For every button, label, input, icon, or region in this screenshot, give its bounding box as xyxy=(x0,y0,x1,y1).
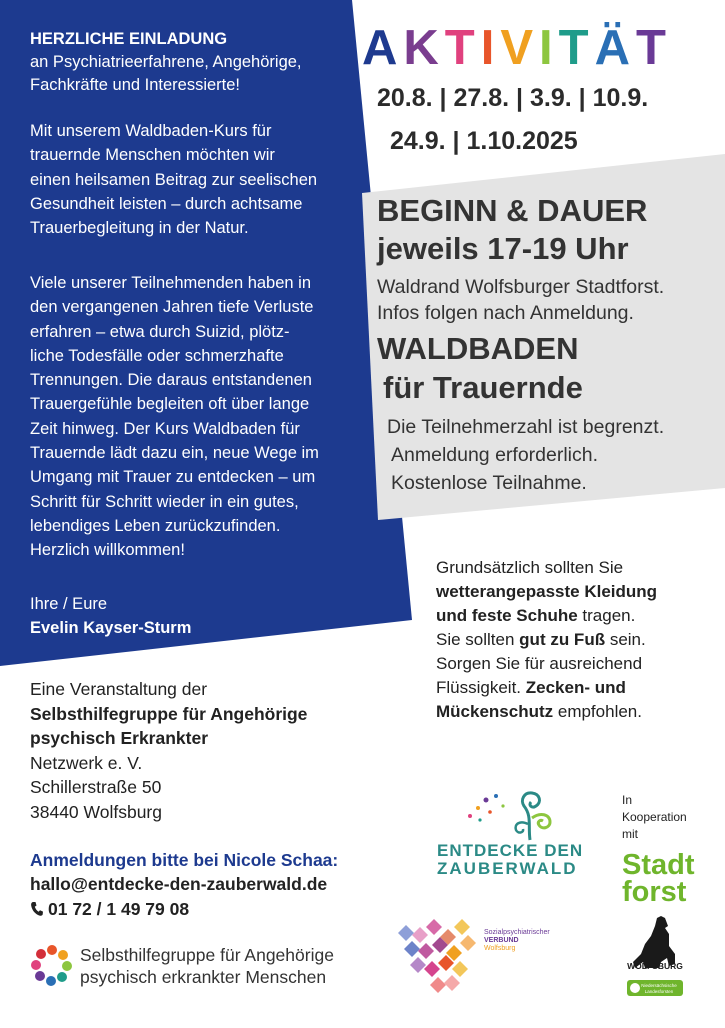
advice-bold: und feste Schuhe xyxy=(436,606,578,625)
title-letter: A xyxy=(362,21,404,75)
cooperation-line: In xyxy=(622,793,633,807)
paragraph-line: Mit unserem Waldbaden-Kurs für xyxy=(30,122,272,140)
free-participation-note: Kostenlose Teilnahme. xyxy=(391,472,587,494)
time-heading: jeweils 17-19 Uhr xyxy=(377,231,629,266)
phone-number: 01 72 / 1 49 79 08 xyxy=(48,899,190,919)
svb-line: VERBUND xyxy=(484,937,519,944)
advice-bold: gut zu Fuß xyxy=(519,630,606,649)
cooperation-label xyxy=(622,792,687,843)
invitation-audience xyxy=(30,51,360,97)
title-letter: I xyxy=(480,21,501,75)
title-letter: Ä xyxy=(594,21,636,75)
advice-text: Sie sollten xyxy=(436,630,520,649)
paragraph-line: Trauerbegleitung in der Natur. xyxy=(30,219,249,238)
paragraph-line: Zeit hinweg. Der Kurs Waldbaden für xyxy=(30,419,300,438)
stadtforst-line: forst xyxy=(622,876,687,908)
logo-dot xyxy=(62,961,72,971)
advice-text: Flüssigkeit. xyxy=(436,678,526,697)
registration-heading: Anmeldungen bitte bei Nicole Schaa: xyxy=(30,850,339,870)
paragraph-line: lebendiges Leben zurückzufinden. xyxy=(30,516,281,535)
equipment-advice xyxy=(436,556,716,724)
stadtforst-logo xyxy=(622,849,695,908)
title-letter: T xyxy=(444,21,481,75)
phone-icon xyxy=(30,901,44,917)
audience-line: Fachkräfte und Interessierte! xyxy=(30,76,241,94)
cooperation-line: Kooperation xyxy=(622,810,687,824)
selbsthilfegruppe-logo xyxy=(31,944,73,986)
organizer-name: Netzwerk e. V. xyxy=(30,752,143,773)
logo-dot xyxy=(46,976,56,986)
organizer-city: 38440 Wolfsburg xyxy=(30,801,162,822)
paragraph-line: Trauernde lädt dazu ein, neue Wege im xyxy=(30,444,319,463)
advice-text: empfohlen. xyxy=(553,702,642,721)
organizer-block xyxy=(30,677,307,824)
zauberwald-line: ZAUBERWALD xyxy=(437,859,578,878)
landesforsten-text: Niedersächsische xyxy=(641,983,677,988)
event-target-heading: für Trauernde xyxy=(383,370,583,405)
advice-bold: Zecken- und xyxy=(525,678,626,697)
logo-dot xyxy=(35,971,45,981)
paragraph-line: einen heilsamen Beitrag zur seelischen xyxy=(30,170,318,189)
svb-logo-text xyxy=(484,929,550,953)
advice-line: Sorgen Sie für ausreichend xyxy=(436,654,643,673)
invitation-heading: HERZLICHE EINLADUNG xyxy=(30,30,228,48)
wolfsburg-label: WOLFSBURG xyxy=(627,961,683,971)
advice-line: Grundsätzlich sollten Sie xyxy=(436,558,624,577)
cooperation-line: mit xyxy=(622,827,638,841)
location-line: Waldrand Wolfsburger Stadtforst. xyxy=(377,276,665,298)
title-letter: K xyxy=(403,21,445,75)
paragraph-line: Schritt für Schritt wieder in ein gutes, xyxy=(30,492,299,511)
paragraph-line: trauernde Menschen möchten wir xyxy=(30,146,275,165)
logo-dot xyxy=(36,949,46,959)
signature-name: Evelin Kayser-Sturm xyxy=(30,619,192,638)
paragraph-line: Trauergefühle begleiten oft über lange xyxy=(30,395,310,414)
paragraph-line: erfahren – etwa durch Suizid, plötz- xyxy=(30,322,290,341)
paragraph-line: liche Todesfälle oder schmerzhafte xyxy=(30,346,284,365)
organizer-intro: Eine Veranstaltung der xyxy=(30,679,208,699)
title-letter: I xyxy=(539,21,559,75)
paragraph-line: Herzlich willkommen! xyxy=(30,541,185,560)
aktivitaet-title xyxy=(362,22,672,74)
participant-limit-note: Die Teilnehmerzahl ist begrenzt. xyxy=(387,416,665,438)
paragraph-line: den vergangenen Jahren tiefe Verluste xyxy=(30,298,314,317)
paragraph-line: Trennungen. Die daraus entstandenen xyxy=(30,371,312,390)
svb-line: Sozialpsychiatrischer xyxy=(484,929,550,936)
organizer-name: Selbsthilfegruppe für Angehörige xyxy=(30,703,308,724)
organizer-street: Schillerstraße 50 xyxy=(30,777,162,797)
shg-line: Selbsthilfegruppe für Angehörige xyxy=(80,945,334,965)
title-letter: T xyxy=(558,21,595,75)
title-letter: T xyxy=(635,21,672,75)
start-duration-heading: BEGINN & DAUER xyxy=(377,193,648,228)
landesforsten-text: Landesforsten xyxy=(644,989,674,994)
signature xyxy=(30,592,380,641)
title-letter: V xyxy=(500,21,540,75)
svb-line: Wolfsburg xyxy=(484,945,516,952)
selbsthilfegruppe-name xyxy=(80,944,334,988)
advice-bold: wetterangepasste Kleidung xyxy=(436,582,658,601)
advice-bold: Mückenschutz xyxy=(436,702,554,721)
zauberwald-tree-icon xyxy=(458,786,588,842)
registration-email[interactable]: hallo@entdecke-den-zauberwald.de xyxy=(30,874,328,894)
dates-line-1: 20.8. | 27.8. | 3.9. | 10.9. xyxy=(377,84,649,112)
shg-line: psychisch erkrankter Menschen xyxy=(80,967,327,987)
organizer-name: psychisch Erkrankter xyxy=(30,728,209,748)
logo-dot xyxy=(47,945,57,955)
paragraph-line: Umgang mit Trauer zu entdecken – um xyxy=(30,468,316,487)
logo-dot xyxy=(31,960,41,970)
advice-text: tragen. xyxy=(577,606,636,625)
landesforsten-icon xyxy=(630,983,640,993)
zauberwald-logo-text xyxy=(437,842,583,878)
registration-phone[interactable] xyxy=(30,899,189,920)
paragraph-line: Gesundheit leisten – durch achtsame xyxy=(30,194,303,213)
location-info-line: Infos folgen nach Anmeldung. xyxy=(377,302,634,324)
logo-dot xyxy=(58,950,68,960)
logo-dot xyxy=(57,972,67,982)
wolfsburg-wolf-logo xyxy=(621,912,689,1000)
paragraph-line: Viele unserer Teilnehmenden haben in xyxy=(30,274,312,292)
intro-paragraph xyxy=(30,119,380,240)
registration-required-note: Anmeldung erforderlich. xyxy=(391,444,599,466)
event-name-heading: WALDBADEN xyxy=(377,331,579,366)
dates-line-2: 24.9. | 1.10.2025 xyxy=(390,127,578,155)
signature-greeting: Ihre / Eure xyxy=(30,595,108,613)
svb-diamond-logo xyxy=(388,917,483,997)
zauberwald-line: ENTDECKE DEN xyxy=(437,841,584,860)
stadtforst-line: Stadt xyxy=(622,849,695,881)
advice-text: sein. xyxy=(605,630,646,649)
audience-line: an Psychiatrieerfahrene, Angehörige, xyxy=(30,53,302,71)
description-paragraph xyxy=(30,271,380,563)
